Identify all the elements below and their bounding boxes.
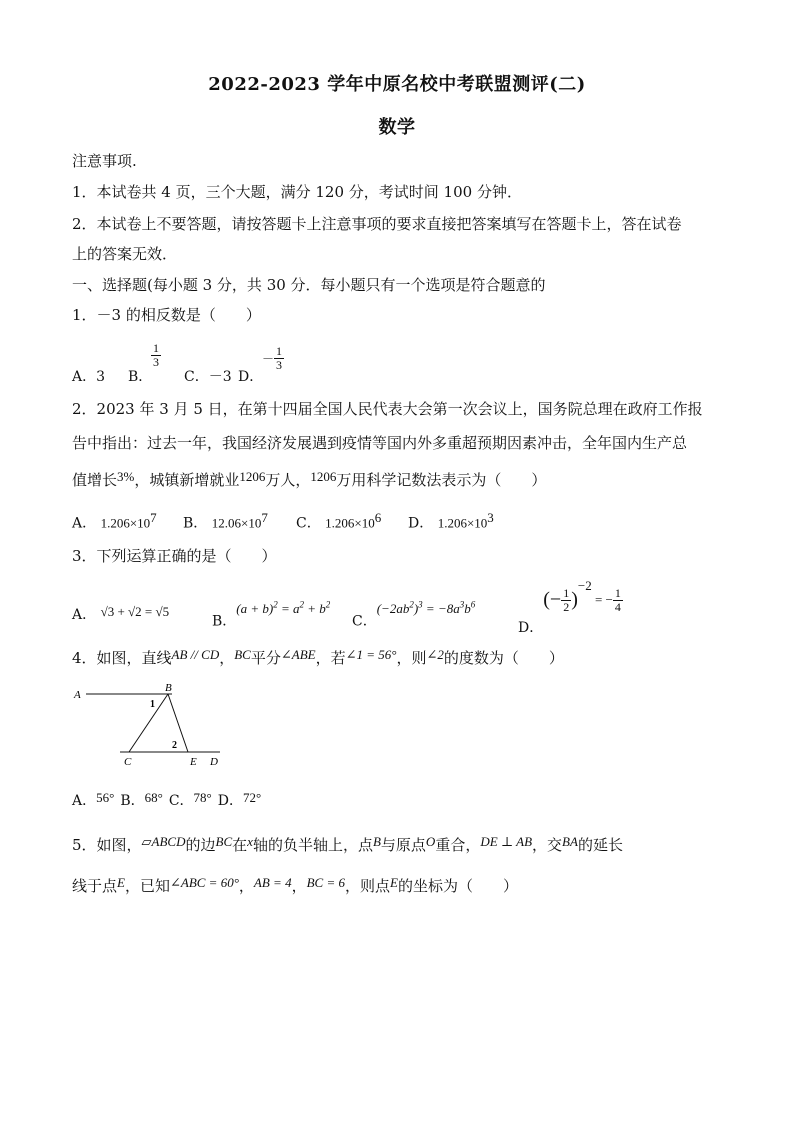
text: 4．如图，直线 xyxy=(72,649,172,667)
math: (a + b) xyxy=(236,601,274,617)
text: ，则 xyxy=(396,649,427,667)
q3-option-b xyxy=(212,600,330,630)
q4-stem xyxy=(72,644,722,669)
math: ∠ABC = 60° xyxy=(169,875,239,890)
label: C． xyxy=(168,793,194,809)
q3-stem: 3．下列运算正确的是（ ） xyxy=(72,547,277,565)
q2-option-c xyxy=(296,510,381,533)
q3-option-c xyxy=(352,600,475,630)
label-angle-1: 1 xyxy=(150,699,155,710)
q4-options xyxy=(72,790,261,810)
label: A． xyxy=(72,607,97,623)
math: 1.206×10 xyxy=(100,515,151,531)
label-a: A xyxy=(74,689,81,701)
subject-title: 数学 xyxy=(378,117,416,138)
text: 万人， xyxy=(265,471,311,489)
text: ，已知 xyxy=(124,877,170,895)
exp: −2 xyxy=(577,578,592,593)
label: C． xyxy=(296,515,321,532)
exp: 7 xyxy=(261,510,268,525)
math: BA xyxy=(562,834,578,849)
q1-option-d-label: D． xyxy=(238,369,264,385)
math: 56° xyxy=(96,790,115,805)
text: 的延长 xyxy=(577,836,623,854)
math: 72° xyxy=(242,790,262,805)
q2-line-2: 告中指出：过去一年，我国经济发展遇到疫情等国内外多重超预期因素冲击，全年国内生产总 xyxy=(72,434,688,452)
text: ，若 xyxy=(315,649,346,667)
text: 线于点 xyxy=(72,877,118,895)
math: AB = 4 xyxy=(253,875,292,890)
frac-denominator: 4 xyxy=(614,599,621,614)
q1-stem: 1．－3 的相反数是（ ） xyxy=(72,306,261,324)
text: ， xyxy=(219,649,235,667)
notice-heading: 注意事项. xyxy=(72,152,137,170)
math: = a xyxy=(277,601,300,617)
label-e: E xyxy=(190,756,197,768)
q4-geometry-figure xyxy=(72,680,232,770)
text: 与原点 xyxy=(380,836,426,854)
label: D． xyxy=(408,515,434,532)
frac-numerator: 1 xyxy=(276,344,283,358)
label: B． xyxy=(120,793,145,809)
section-1-heading: 一、选择题(每小题 3 分，共 30 分．每小题只有一个选项是符合题意的 xyxy=(72,276,546,294)
math: B xyxy=(372,834,381,849)
label: D． xyxy=(217,793,243,809)
frac-numerator: 1 xyxy=(153,341,159,355)
q1-option-c: C．－3 xyxy=(184,369,232,385)
exp: 2 xyxy=(325,600,331,610)
text: 平分 xyxy=(250,649,281,667)
math: (−2ab xyxy=(376,601,410,617)
line-be xyxy=(168,694,188,752)
q1-option-d-fraction xyxy=(262,345,284,372)
label-d: D xyxy=(210,756,218,768)
math: DE ⊥ AB xyxy=(480,834,533,849)
text: ，城镇新增就业 xyxy=(134,471,240,489)
text: 5．如图， xyxy=(72,836,142,854)
math: ) xyxy=(571,588,578,611)
exp: 2 xyxy=(299,600,305,610)
label-b: B xyxy=(165,682,172,694)
text: 轴的负半轴上，点 xyxy=(252,836,373,854)
math: ∠1 = 56° xyxy=(345,647,397,662)
q2-option-d xyxy=(408,510,494,533)
text: ，则点 xyxy=(344,877,390,895)
text: ， xyxy=(238,877,254,895)
q5-line-2 xyxy=(72,872,722,897)
label: A． xyxy=(72,793,97,809)
text: 万用科学记数法表示为（ ） xyxy=(336,471,547,489)
math: = −8a xyxy=(422,601,460,617)
exp: 3 xyxy=(487,510,494,525)
math: √3 + √2 = √5 xyxy=(100,604,170,619)
notice-item-1: 1．本试卷共 4 页，三个大题，满分 120 分，考试时间 100 分钟． xyxy=(72,183,522,201)
parallel-lines-diagram xyxy=(72,680,232,770)
frac-numerator: 1 xyxy=(563,585,570,600)
math-pct: 3% xyxy=(117,469,135,484)
math: ∠ABE xyxy=(280,647,316,662)
label: B． xyxy=(212,613,237,630)
q5-line-1 xyxy=(72,831,722,856)
exp: 6 xyxy=(470,600,476,610)
math: AB // CD xyxy=(171,647,220,662)
math: b xyxy=(464,601,471,617)
q2-option-a xyxy=(72,510,157,533)
q2-line-3 xyxy=(72,466,722,491)
q1-option-a: A．3 xyxy=(72,369,106,385)
text: 值增长 xyxy=(72,471,118,489)
text: 重合， xyxy=(435,836,481,854)
q1-option-b-fraction xyxy=(151,342,161,369)
frac-denominator: 3 xyxy=(153,355,159,369)
exp: 3 xyxy=(418,600,423,610)
label: A． xyxy=(72,515,97,532)
q3-option-d xyxy=(518,578,623,637)
math: + b xyxy=(304,601,326,617)
math: = − xyxy=(591,592,613,607)
math: O xyxy=(425,834,436,849)
q1-option-b-label: B． xyxy=(128,369,153,385)
text: ， xyxy=(291,877,307,895)
label: D． xyxy=(518,620,544,636)
notice-item-2b: 上的答案无效． xyxy=(72,245,178,263)
math: 68° xyxy=(144,790,163,805)
math: ∠2 xyxy=(426,647,444,662)
math-num: 1206 xyxy=(239,469,266,484)
text: 在 xyxy=(232,836,248,854)
text: 的度数为（ ） xyxy=(443,649,564,667)
math: E xyxy=(117,875,125,890)
q3-option-a xyxy=(72,604,169,624)
notice-item-2a: 2．本试卷上不要答题，请按答题卡上注意事项的要求直接把答案填写在答题卡上，答在试卷 xyxy=(72,215,682,233)
math: 1.206×10 xyxy=(325,515,375,531)
math: ▱ABCD xyxy=(141,834,186,849)
frac-denominator: 3 xyxy=(276,358,283,372)
label: C． xyxy=(352,613,377,630)
math: 1.206×10 xyxy=(437,515,488,531)
math: 78° xyxy=(193,790,212,805)
label: B． xyxy=(183,515,208,532)
math: x xyxy=(247,834,253,849)
line-bc xyxy=(129,694,168,752)
frac-denominator: 2 xyxy=(563,599,570,614)
q2-option-b xyxy=(183,510,268,533)
exp: 2 xyxy=(273,600,278,610)
text: 的边 xyxy=(185,836,216,854)
q2-line-1: 2．2023 年 3 月 5 日，在第十四届全国人民代表大会第一次会议上，国务院总理在政府工作报 xyxy=(72,400,703,418)
exp: 6 xyxy=(374,510,382,525)
exp: 2 xyxy=(409,600,414,610)
math: ) xyxy=(413,601,419,617)
math-num: 1206 xyxy=(310,469,337,484)
exam-title: 2022-2023 学年中原名校中考联盟测评(二) xyxy=(208,74,586,95)
text: ，交 xyxy=(532,836,563,854)
neg-sign: － xyxy=(262,352,275,366)
math: (− xyxy=(543,588,562,611)
label-c: C xyxy=(124,756,132,768)
math: BC xyxy=(234,647,251,662)
math: BC xyxy=(215,834,233,849)
math: BC = 6 xyxy=(306,875,345,890)
exp: 3 xyxy=(459,600,465,610)
label-angle-2: 2 xyxy=(172,740,177,751)
math: E xyxy=(390,875,398,890)
frac-numerator: 1 xyxy=(614,585,621,600)
text: 的坐标为（ ） xyxy=(397,877,518,895)
math: 12.06×10 xyxy=(211,515,262,531)
exp: 7 xyxy=(150,510,157,525)
